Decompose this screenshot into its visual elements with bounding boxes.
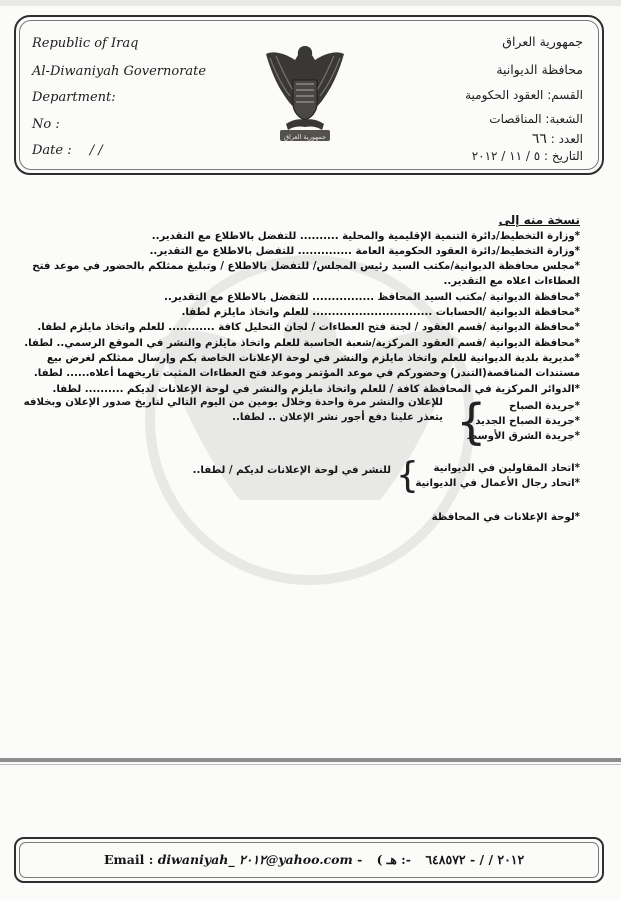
email-value: diwaniyah_ ٢٠١٢@yahoo.com -: [157, 852, 363, 867]
header-country-en: Republic of Iraq: [32, 36, 139, 51]
header-no-en: No :: [32, 117, 60, 132]
footer-year: (٢٠١٢ / / -: [376, 852, 525, 867]
recipient-last-line: *لوحة الإعلانات في المحافظة: [431, 512, 580, 523]
emblem-caption: جمهورية العراق: [284, 133, 326, 141]
newspapers-brace: {: [456, 394, 487, 450]
phone-label: -: هـ: [386, 852, 411, 867]
date-value-ar: ٥ / ١١ / ٢٠١٢: [471, 149, 541, 163]
phone-number: ٦٤٨٥٧٢: [425, 852, 466, 867]
recipient-line-3-cont: العطاءات اعلاه مع التقدير..: [443, 276, 580, 287]
date-label-ar: التاريخ :: [543, 149, 583, 163]
recipient-line-9: *الدوائر المركزية في المحافظة كافة / للعلم واتخاذ مايلزم والنشر في لوحة الإعلانات لديكم .......... لطفا.: [52, 384, 580, 395]
recipient-line-5: *محافظة الديوانية /الحسابات ............................... للعلم واتخاذ مايلزم لطفا.: [181, 307, 580, 318]
recipient-line-8-cont: مستندات المناقصة(التندر) وحضوركم في موعد المؤتمر وموعد فتح العطاءات المثبت تاريخهما أعلاه...... لطفا.: [33, 368, 580, 379]
horizontal-rule-thin: [0, 764, 621, 765]
header-department-ar: القسم: العقود الحكومية: [465, 88, 583, 102]
date-blank-en: / /: [89, 143, 103, 158]
page-top-edge: [0, 0, 621, 6]
recipient-line-2: *وزارة التخطيط/دائرة العقود الحكومية العامة .............. للتفضل بالاطلاع مع التقدير..: [149, 246, 580, 257]
union-item-2: *اتحاد رجال الأعمال في الديوانية: [415, 478, 580, 489]
copy-to-heading: نسخة منه إلى: [498, 213, 580, 227]
header-department-en: Department:: [32, 90, 116, 105]
union-item-1: *اتحاد المقاولين في الديوانية: [433, 463, 580, 474]
header-governorate-ar: محافظة الديوانية: [496, 62, 583, 77]
newspaper-item-3: *جريدة الشرق الأوسط: [466, 431, 580, 442]
recipient-line-8: *مديرية بلدية الديوانية للعلم واتخاذ مايلزم والنشر في لوحة الإعلانات الخاصة بكم وإرسال ممثلكم لغرض بيع: [46, 353, 580, 364]
iraq-eagle-emblem-icon: [262, 40, 348, 148]
header-number-ar: [532, 131, 583, 147]
unions-brace: {: [396, 455, 419, 496]
recipient-line-3: *مجلس محافظة الديوانية/مكتب السيد رئيس المجلس/ للتفضل بالاطلاع / وتبليغ ممثلكم بالحضور في موعد فتح: [32, 261, 580, 272]
header-date-ar: [472, 149, 583, 163]
header-governorate-en: Al-Diwaniyah Governorate: [32, 64, 207, 79]
footer-contact: [104, 852, 524, 867]
header-division-ar: الشعبة: المناقصات: [489, 112, 583, 126]
number-value-ar: ٦٦: [531, 131, 547, 147]
recipient-line-4: *محافظة الديوانية /مكتب السيد المحافظ ................ للتفضل بالاطلاع مع التقدير..: [164, 292, 580, 303]
newspapers-note-2: يتعذر علينا دفع أجور نشر الإعلان .. لطفا..: [232, 412, 443, 423]
recipient-line-1: *وزارة التخطيط/دائرة التنمية الإقليمية والمحلية .......... للتفضل بالاطلاع مع التقدير..: [151, 231, 580, 242]
unions-note: للنشر في لوحة الإعلانات لديكم / لطفا..: [192, 465, 391, 476]
header-country-ar: جمهورية العراق: [502, 34, 583, 49]
newspaper-item-2: *جريدة الصباح الجديد: [475, 416, 580, 427]
recipient-line-7: *محافظة الديوانية /قسم العقود المركزية/شعبة الحاسبة للعلم واتخاذ مايلزم والنشر في الموقع الرسمي.. لطفا.: [24, 338, 580, 349]
header-date-en: [32, 143, 103, 158]
date-label-en: Date :: [32, 143, 72, 158]
horizontal-rule: [0, 758, 621, 762]
recipient-line-6: *محافظة الديوانية /قسم العقود / لجنة فتح العطاءات / لجان التحليل كافة ............ للعلم واتخاذ مايلزم لطفا.: [37, 322, 580, 333]
newspapers-note-1: للإعلان والنشر مرة واحدة وخلال يومين من اليوم التالي لتاريخ صدور الإعلان وبخلافه: [23, 397, 443, 408]
number-label-ar: العدد :: [550, 132, 583, 146]
newspaper-item-1: *جريدة الصباح: [509, 401, 580, 412]
email-label: Email :: [104, 852, 154, 867]
